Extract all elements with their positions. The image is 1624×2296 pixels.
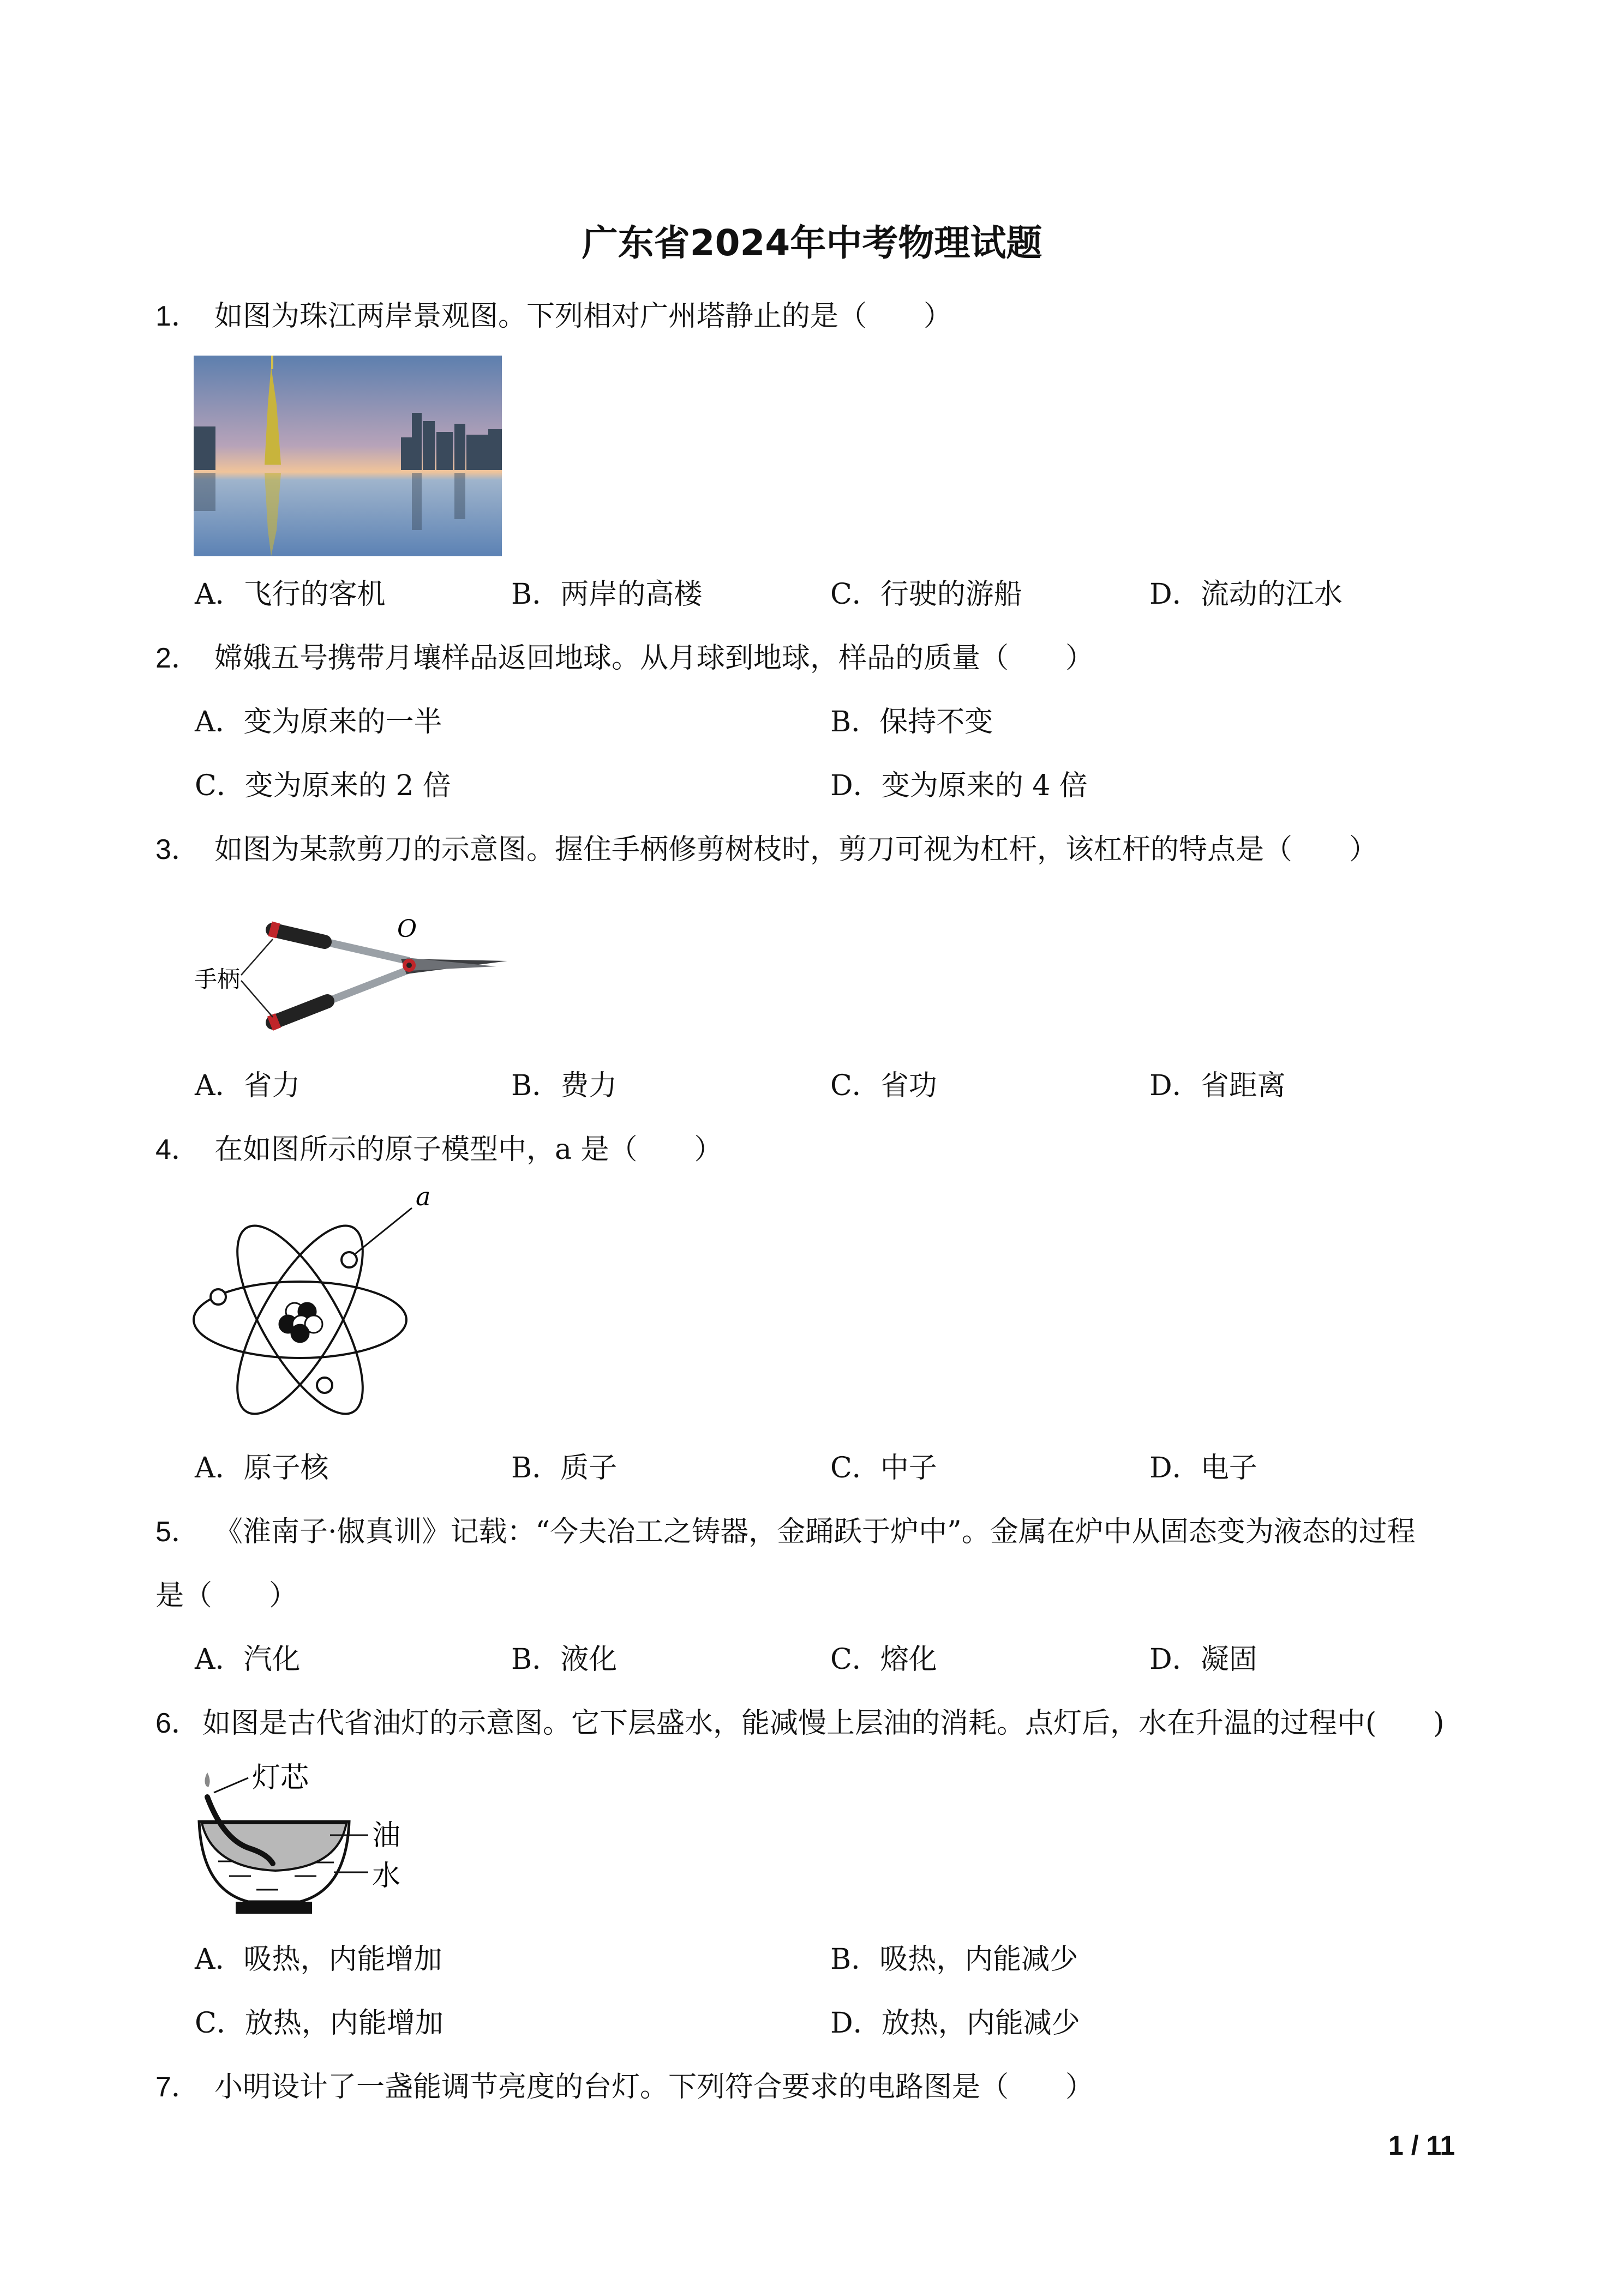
oil-label: 油 (372, 1819, 401, 1852)
option-c: C．中子 (830, 1452, 937, 1484)
question-number: 2． (155, 642, 200, 674)
question-text: 《淮南子·俶真训》记载：“今夫冶工之铸器，金踊跃于炉中”。金属在炉中从固态变为液态的过程 (214, 1516, 1416, 1548)
option-a: A．吸热，内能增加 (195, 1943, 442, 1976)
option-c: C．熔化 (830, 1643, 937, 1676)
option-d: D．电子 (1149, 1452, 1257, 1484)
question-2 (155, 639, 1094, 677)
option-d: D．变为原来的 4 倍 (830, 770, 1088, 802)
option-d: D．流动的江水 (1149, 578, 1343, 611)
option-c: C．变为原来的 2 倍 (195, 770, 451, 802)
question-7 (155, 2068, 1094, 2106)
question-text: 小明设计了一盏能调节亮度的台灯。下列符合要求的电路图是（ ） (214, 2071, 1094, 2103)
option-d: D．放热，内能减少 (830, 2007, 1080, 2040)
option-b: B．保持不变 (830, 706, 993, 738)
question-6 (155, 1704, 1445, 1742)
question-text: 如图是古代省油灯的示意图。它下层盛水，能减慢上层油的消耗。点灯后，水在升温的过程中( ) (202, 1707, 1445, 1740)
question-number: 6． (155, 1708, 200, 1739)
question-number: 1． (155, 300, 200, 332)
option-b: B．两岸的高楼 (511, 578, 703, 611)
option-b: B．吸热，内能减少 (830, 1943, 1078, 1976)
question-number: 7． (155, 2071, 200, 2103)
water-label: 水 (372, 1860, 401, 1892)
atom-model-figure (191, 1178, 464, 1429)
option-d: D．省距离 (1149, 1069, 1286, 1102)
question-number: 4． (155, 1134, 200, 1165)
option-b: B．费力 (511, 1069, 618, 1102)
question-text: 嫦娥五号携带月壤样品返回地球。从月球到地球，样品的质量（ ） (214, 642, 1094, 675)
page-title: 广东省2024年中考物理试题 (582, 222, 1042, 264)
option-a: A．飞行的客机 (195, 578, 386, 611)
oil-lamp-figure (191, 1759, 442, 1922)
page-number: 1 / 11 (1388, 2130, 1455, 2161)
option-a: A．汽化 (195, 1643, 301, 1676)
question-5 (155, 1513, 1416, 1551)
question-3 (155, 831, 1377, 869)
handle-label: 手柄 (194, 966, 241, 993)
question-text: 如图为珠江两岸景观图。下列相对广州塔静止的是（ ） (214, 300, 952, 333)
pivot-label: O (397, 915, 417, 943)
option-c: C．省功 (830, 1069, 937, 1102)
option-d: D．凝固 (1149, 1643, 1257, 1676)
question-text: 在如图所示的原子模型中，a 是（ ） (214, 1133, 723, 1166)
option-a: A．变为原来的一半 (195, 706, 442, 738)
option-b: B．液化 (511, 1643, 618, 1676)
question-5-continued: 是（ ） (155, 1579, 298, 1612)
option-c: C．行驶的游船 (830, 578, 1022, 611)
option-c: C．放热，内能增加 (195, 2007, 444, 2040)
scissors-figure (191, 911, 513, 1042)
canton-tower-photo (194, 356, 502, 556)
electron-label: a (416, 1182, 431, 1211)
option-b: B．质子 (511, 1452, 618, 1484)
option-a: A．原子核 (195, 1452, 329, 1484)
wick-label: 灯芯 (252, 1762, 309, 1794)
question-number: 3． (155, 834, 200, 865)
option-a: A．省力 (195, 1069, 301, 1102)
question-text: 如图为某款剪刀的示意图。握住手柄修剪树枝时，剪刀可视为杠杆，该杠杆的特点是（ ） (214, 833, 1378, 866)
question-1 (155, 297, 952, 335)
question-number: 5． (155, 1516, 200, 1548)
question-4 (155, 1131, 723, 1169)
